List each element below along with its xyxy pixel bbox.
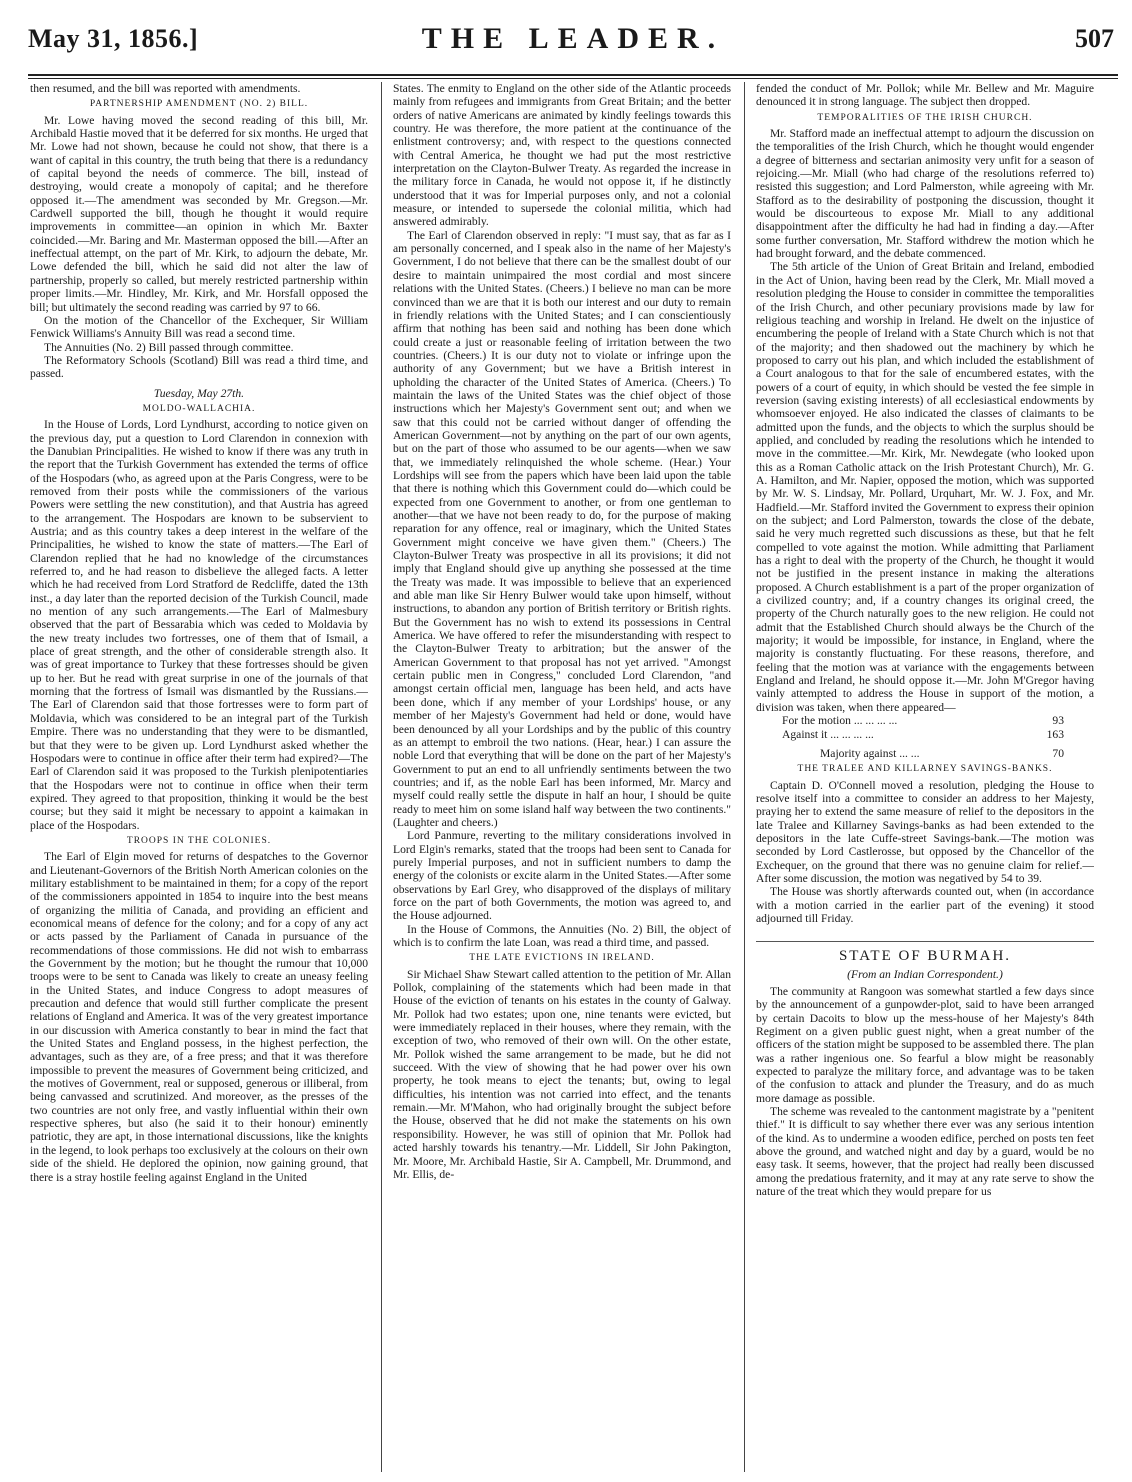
division-row-against xyxy=(756,728,1094,741)
issue-date: May 31, 1856.] xyxy=(28,24,199,53)
article-title: STATE OF BURMAH. xyxy=(756,941,1094,963)
division-label: For the motion ... ... ... ... xyxy=(782,714,898,728)
column-divider xyxy=(744,82,745,1472)
division-label: Majority against ... ... xyxy=(820,746,920,760)
paragraph: Mr. Stafford made an ineffectual attempt to adjourn the discussion on the temporalities of the Irish Church, which he thought would engender a degree of bitterness and sectarian animosity very unfit for a season of rejoicing.—Mr. Miall (who had charge of the resolutions referred to) resisted this suggestion; and Lord Palmerston, while agreeing with Mr. Stafford as to the desirability of postponing the discussion, thought it would be discourteous to expose Mr. Miall to any additional disappointment after the difficulty he had had in finding a day.—After some further conversation, Mr. Stafford withdrew the motion which he had brought forward, and the debate commenced. xyxy=(756,127,1094,261)
division-value: 93 xyxy=(1052,714,1064,728)
paragraph: then resumed, and the bill was reported with amendments. xyxy=(30,82,301,95)
column-divider xyxy=(381,82,382,1472)
division-table xyxy=(756,714,1094,760)
paragraph: The Earl of Elgin moved for returns of despatches to the Governor and Lieutenant-Governors of the British North American colonies on the military establishment to be maintained in them; for a copy of the report of the commissioners appointed in 1854 to inquire into the best means of organizing the militia of Canada, and providing an efficient and economical means of defence for the colony; and for a copy of any act or acts passed by the Parliament of Canada in pursuance of the recommendations of those commissions. He did not wish to embarrass the Government by the motion; but he thought the rumour that 10,000 troops were to be sent to Canada was likely to create an uneasy feeling in the United States, and induce Congress to adopt measures of precaution and defence that would still further complicate the present relations of England and America. It was of the very greatest importance in our discussion with America constantly to bear in mind the fact that the United States and England possess, in the highest perfection, the advantages, such as they are, of a free press; and that it was therefore impossible to prevent the measures of Government being criticized, and the motives of Government, real or supposed, generous or illiberal, from being canvassed and scrutinized. And moreover, as the presses of the two countries are not only free, and vastly influential within their own respective spheres, but also (he said it to their honour) eminently patriotic, they are apt, in those international discussions, like the knights in the legend, to look perhaps too exclusively at the colours on their own side of the shield. He deplored the opinion, now gaining ground, that there is a stray hostile feeling against England in the United xyxy=(30,850,368,1184)
paragraph: In the House of Lords, Lord Lyndhurst, according to notice given on the previous day, put a question to Lord Clarendon in connexion with the Danubian Principalities. He wished to know if there was any truth in the report that the Turkish Government has extended the terms of office of the Hospodars (who, as agreed upon at the Paris Congress, were to be removed from their posts while the commissioners of the various Powers were settling the new constitution), and that Austria has agreed to the arrangement. The Hospodars are known to be subservient to Austria; and as this country takes a deep interest in the welfare of the Principalities, he wished to know the state of matters.—The Earl of Clarendon replied that he had no knowledge of the circumstances referred to, and he had reason to disbelieve the alleged facts. A letter which he had received from Lord Stratford de Redcliffe, dated the 13th inst., a day later than the reported decision of the Turkish Council, made no mention of any such arrangements.—The Earl of Malmesbury observed that the part of Bessarabia which was ceded to Moldavia by the new treaty includes two fortresses, one of them that of Ismail, a place of great strength, and the other of considerable strength also. It was of great importance to Turkey that these fortresses should be given up to her. But he read with great surprise in one of the journals of that morning that the fortress of Ismail was dismantled by the Russians.—The Earl of Clarendon said that those fortresses were to form part of Moldavia, which was considered to be an integral part of the Turkish Empire. There was no understanding that they were to be dismantled, but that they were to be given up. Lord Lyndhurst asked whether the Hospodars were to continue in office after their term had expired?—The Earl of Clarendon said it was proposed to the Turkish plenipotentiaries that the Hospodars were not to continue in office when their term expired. They agreed to that proposition, thinking it would be the best course; but they said it might be necessary to appoint a kaimakan in place of the Hospodars. xyxy=(30,418,368,832)
division-value: 70 xyxy=(1052,746,1064,760)
dateline: Tuesday, May 27th. xyxy=(153,386,245,400)
paragraph: Sir Michael Shaw Stewart called attention to the petition of Mr. Allan Pollok, complaining of the statements which had been made in that House of the eviction of tenants on his estates in the county of Galway. Mr. Pollok had two estates; upon one, nine tenants were evicted, but were immediately replaced in their houses, where they remain, with the exception of two, who removed of their own will. On the other estate, Mr. Pollok wished the same arrangement to be made, but he did not succeed. With the view of showing that he had power over his own property, he took means to eject the tenants; but, owing to legal difficulties, his intention was not carried into effect, and the tenants remain.—Mr. M'Mahon, who had originally brought the subject before the House, observed that he did not make the statements on his own responsibility. However, he was still of opinion that Mr. Pollok had acted harshly towards his tenantry.—Mr. Liddell, Sir John Pakington, Mr. Moore, Mr. Archibald Hastie, Sir A. Campbell, Mr. Drummond, and Mr. Ellis, de- xyxy=(393,967,731,1181)
paragraph: In the House of Commons, the Annuities (No. 2) Bill, the object of which is to confirm the late Loan, was read a third time, and passed. xyxy=(393,922,731,949)
section-heading: MOLDO-WALLACHIA. xyxy=(142,403,256,414)
column-3 xyxy=(756,82,1094,1472)
paragraph: fended the conduct of Mr. Pollok; while Mr. Bellew and Mr. Maguire denounced it in strong language. The subject then dropped. xyxy=(756,82,1094,109)
division-label: Against it ... ... ... ... xyxy=(782,727,874,741)
section-heading: TROOPS IN THE COLONIES. xyxy=(126,835,272,846)
division-row-majority xyxy=(756,747,1094,760)
page-number: 507 xyxy=(1075,24,1114,53)
paragraph: Lord Panmure, reverting to the military considerations involved in Lord Elgin's remarks, stated that the troops had been sent to Canada for purely Imperial purposes, and not in sufficient numbers to damp the energy of the colonists or excite alarm in the United States.—After some observations by Earl Grey, who disapproved of the displays of military force on the part of both Governments, the motion was agreed to, and the House adjourned. xyxy=(393,829,731,923)
section-heading: THE LATE EVICTIONS IN IRELAND. xyxy=(469,953,655,964)
paragraph: The House was shortly afterwards counted out, when (in accordance with a motion carried in the earlier part of the evening) it stood adjourned till Friday. xyxy=(756,885,1094,925)
paragraph: The Earl of Clarendon observed in reply: "I must say, that as far as I am personally concerned, and I speak also in the name of her Majesty's Government, I do not believe that there can be the smallest doubt of our desire to maintain unimpaired the most cordial and most sincere relations with the United States. (Cheers.) I believe no man can be more convinced than we are that it is both our interest and our duty to remain in friendly relations with the United States; and I can conscientiously affirm that nothing has been said and nothing has been done which could create a just or reasonable feeling of irritation between the two countries. (Cheers.) It is our duty not to violate or infringe upon the authority of any Government; but we have a British interest in upholding the character of the United States of America. (Cheers.) To maintain the laws of the United States was the chief object of those instructions which her Majesty's Government sent out; and when we saw that this could not be carried without danger of offending the American Government—not by anything on the part of our own agents, but on the part of those who assumed to be our agents—when we saw that, we immediately relinquished the whole scheme. (Hear.) Your Lordships will see from the papers which have been laid upon the table that there is nothing which this Government could do—which could be expected from one Government to another, or from one gentleman to another—that we have not been ready to do, for the purpose of making reparation for any offence, real or imaginary, which the United States Government might conceive we have given them." (Cheers.) The Clayton-Bulwer Treaty was prospective in all its provisions; it did not imply that England should give up anything she possessed at the time the Treaty was made. It was impossible to believe that an experienced and able man like Sir Henry Bulwer would take upon himself, without instructions, to abandon any portion of British territory or British rights. But the Government has no wish to extend its possessions in Central America. We have offered to refer the misunderstanding with respect to the Clayton-Bulwer Treaty to arbitration; but the answer of the American Government to that proposal has not yet arrived. "Amongst certain public men in Congress," concluded Lord Clarendon, "and amongst certain official men, language has been held, and acts have been done, which if any member of your Lordships' house, or any member of her Majesty's Government had held or done, would have been denounced by all your Lordships and by the public of this country as an attempt to embroil the two nations. (Hear, hear.) I can assure the noble Lord that everything that will be done on the part of her Majesty's Government to put an end to all unfriendly sentiments between the two countries; and if, as the noble Earl has been informed, Mr. Marcy and myself could really settle the dispute in half an hour, I should be quite ready to meet him on some island half way between the two continents." (Laughter and cheers.) xyxy=(393,228,731,829)
column-2 xyxy=(393,82,731,1472)
masthead-rule xyxy=(28,74,1118,79)
paragraph: The Reformatory Schools (Scotland) Bill was read a third time, and passed. xyxy=(30,353,368,381)
section-heading: TEMPORALITIES OF THE IRISH CHURCH. xyxy=(817,112,1033,123)
article-byline: (From an Indian Correspondent.) xyxy=(847,967,1003,981)
section-heading: PARTNERSHIP AMENDMENT (NO. 2) BILL. xyxy=(89,99,309,110)
paragraph: The scheme was revealed to the cantonment magistrate by a "penitent thief." It is difficult to say whether there ever was any serious intention of the kind. As to undermine a wooden edifice, perched on posts ten feet above the ground, and watched night and day by a guard, would be no easy task. It seems, however, that the project had really been discussed among the predatious fraternity, and it may at any rate serve to show the nature of the treat which they would prepare for us xyxy=(756,1105,1094,1199)
newspaper-title: THE LEADER. xyxy=(421,22,725,55)
division-value: 163 xyxy=(1046,727,1064,741)
paragraph: Mr. Lowe having moved the second reading of this bill, Mr. Archibald Hastie moved that it be deferred for six months. He urged that Mr. Lowe had not shown, because he could not show, that there is a want of capital in this country, the truth being that there is a redundancy of capital beyond the needs of commerce. The bill, instead of destroying, would create a monopoly of capital; and he therefore opposed it.—The amendment was seconded by Mr. Gregson.—Mr. Cardwell supported the bill, though he thought it would require improvements in committee—an opinion in which Mr. Baxter coincided.—Mr. Baring and Mr. Masterman opposed the bill.—After an ineffectual attempt, on the part of Mr. Kirk, to adjourn the debate, Mr. Lowe defended the bill, which he said did not alter the law of partnership, properly so called, but merely restricted partnership within proper limits.—Mr. Hindley, Mr. Kirk, and Mr. Horsfall opposed the bill; but ultimately the second reading was carried by 97 to 66. xyxy=(30,113,368,314)
section-heading: THE TRALEE AND KILLARNEY SAVINGS-BANKS. xyxy=(797,764,1053,775)
paragraph: The 5th article of the Union of Great Britain and Ireland, embodied in the Act of Union, having been read by the Clerk, Mr. Miall moved a resolution pledging the House to consider in committee the temporalities of the Irish Church, and other pecuniary provisions made by law for religious teaching and worship in Ireland. He dwelt on the injustice of encumbering the people of Ireland with a State Church which is not that of the majority; and then shadowed out the machinery by which he proposed to carry out his plan, and which included the establishment of a Court analogous to that for the sale of encumbered estates, with the powers of a court of equity, in which should be vested the fee simple in reversion (saving existing interests) of all ecclesiastical endowments by whomsoever enjoyed. He also indicated the classes of claimants to be admitted upon the funds, and the objects to which the surplus should be applied, and concluded by reading the resolutions which he intended to move in the committee.—Mr. Kirk, Mr. Newdegate (who looked upon this as a Roman Catholic attack on the Irish Protestant Church), Mr. G. A. Hamilton, and Mr. Napier, opposed the motion, which was supported by Mr. W. S. Lindsay, Mr. Pollard, Urquhart, Mr. W. J. Fox, and Mr. Hadfield.—Mr. Stafford invited the Government to express their opinion on the subject; and Lord Palmerston, towards the close of the debate, said he very much regretted such discussions as these, but that he felt compelled to vote against the motion. While admitting that Parliament has a right to deal with the property of the Church, he thought it would not be justified in the present instance in making the alterations proposed. A Church establishment is a part of the proper organization of a civilized country; and, if a country changes its original creed, the property of the Church naturally goes to the new religion. He could not admit that the Established Church should always be the Church of the majority; it would be impossible, for instance, in England, where the majority is constantly fluctuating. For these reasons, therefore, and feeling that the motion was at variance with the engagements between England and Ireland, he should oppose it.—Mr. John M'Gregor having vainly attempted to address the House in support of the motion, a division was taken, when there appeared— xyxy=(756,260,1094,714)
paragraph: States. The enmity to England on the other side of the Atlantic proceeds mainly from refugees and immigrants from Great Britain; and the better orders of native Americans are animated by kindly feelings towards this country. He was therefore, the more patient at the continuance of the enlistment controversy; and, with respect to the questions connected with Central America, he thought we had put the most restrictive interpretation on the Clayton-Bulwer Treaty. As regarded the increase in the military force in Canada, he would not oppose it, if he distinctly understood that it was for Imperial purposes only, and not a colonial measure, or intended to supersede the colonial militia, which had answered admirably. xyxy=(393,82,731,229)
column-1 xyxy=(30,82,368,1472)
paragraph: The community at Rangoon was somewhat startled a few days since by the announcement of a gunpowder-plot, said to have been arranged by certain Dacoits to blow up the mess-house of her Majesty's 84th Regiment on a given public guest night, when a great number of the officers of the station might be supposed to be assembled there. The plan was a rather ingenious one. So fearful a blow might be reasonably expected to paralyze the military force, and advantage was to be taken of the confusion to attack and plunder the Treasury, and do as much more damage as possible. xyxy=(756,985,1094,1105)
masthead xyxy=(28,16,1118,66)
paragraph: Captain D. O'Connell moved a resolution, pledging the House to resolve itself into a committee to consider an address to her Majesty, praying her to extend the same measure of relief to the depositors in the late Tralee and Killarney Savings-banks as had been extended to the depositors in the late Cuffe-street Savings-bank.—The motion was seconded by Lord Castlerosse, but opposed by the Chancellor of the Exchequer, on the ground that there was no genuine claim for relief.—After some discussion, the motion was negatived by 54 to 39. xyxy=(756,778,1094,885)
division-row-for xyxy=(756,714,1094,727)
paragraph: The Annuities (No. 2) Bill passed through committee. xyxy=(44,340,294,354)
paragraph: On the motion of the Chancellor of the Exchequer, Sir William Fenwick Williams's Annuity Bill was read a second time. xyxy=(30,313,368,341)
